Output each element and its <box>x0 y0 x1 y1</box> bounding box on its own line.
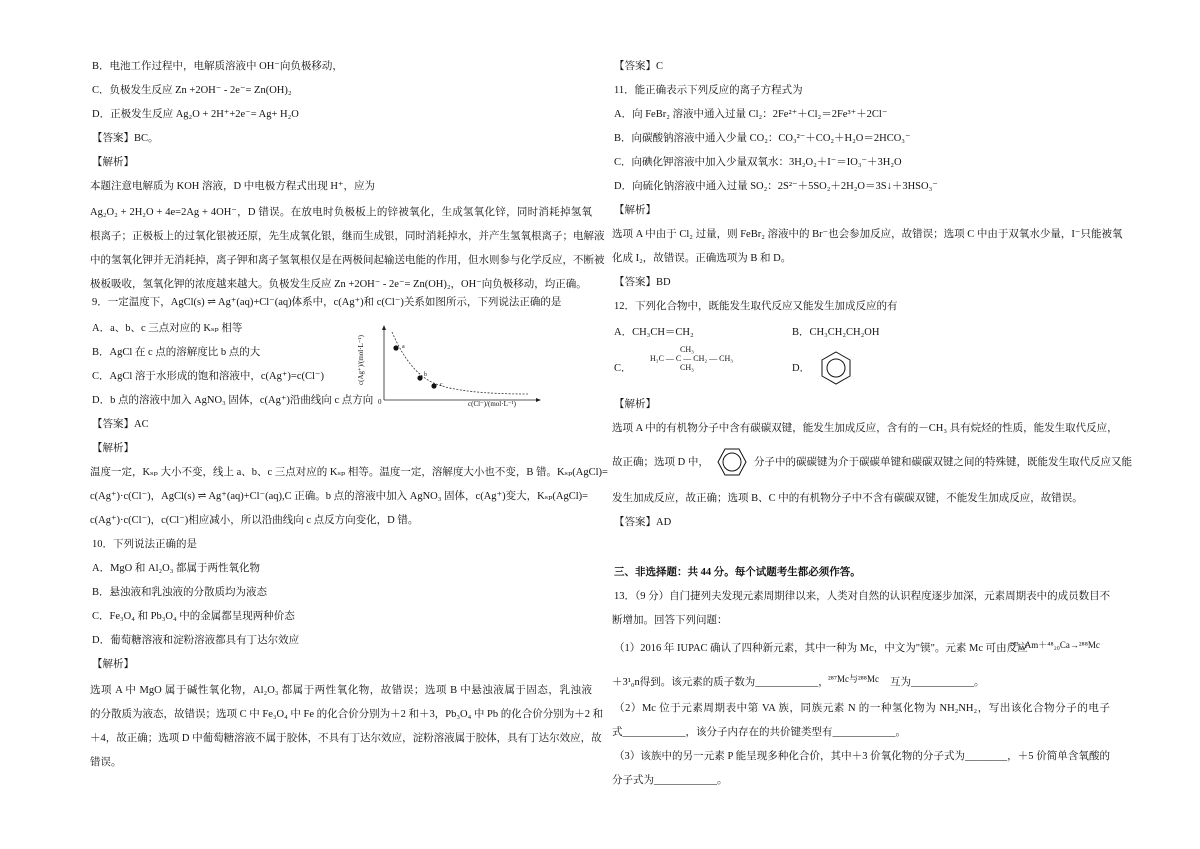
answer-label: 【答案】AC <box>92 419 149 430</box>
question-13: 13．（9 分）自门捷列夫发现元素周期律以来，人类对自然的认识程度逐步加深，元素周期表中的成员数目不 <box>614 591 1111 602</box>
text-line: 发生加成反应，故正确；选项 B、C 中的有机物分子中不含有碳碳双键，不能发生加成反应，故错误。 <box>612 493 1083 504</box>
text-line: 断增加。回答下列问题： <box>612 615 728 626</box>
text-line: （2）Mc 位于元素周期表中第 VA 族，同族元素 N 的一种氢化物为 NH₂NH₂，写出该化合物分子的电子 <box>614 703 1110 714</box>
analysis-label: 【解析】 <box>92 157 134 168</box>
point-b-label: b <box>424 372 427 378</box>
answer-label: 【答案】AD <box>614 517 672 528</box>
analysis-label: 【解析】 <box>614 399 656 410</box>
option-line: C．负极发生反应 Zn +2OH⁻ - 2e⁻= Zn(OH)₂ <box>92 85 292 96</box>
text-line: 的分散质为液态，故错误；选项 C 中 Fe₃O₄ 中 Fe 的化合价分别为＋2 和＋3，Pb₃O₄ 中 Pb 的化合价分别为＋2 和 <box>90 709 604 720</box>
point-a-label: a <box>402 344 405 350</box>
point-a <box>393 345 398 350</box>
option-line: A．向 FeBr₂ 溶液中通入过量 Cl₂：2Fe²⁺＋Cl₂＝2Fe³⁺＋2Cl⁻ <box>614 109 888 120</box>
answer-label: 【答案】BC。 <box>92 133 159 144</box>
text-line: 式____________，该分子内存在的共价键类型有____________。 <box>612 727 906 738</box>
nuclear-reaction: ²⁴³₉₅Am＋⁴⁸₂₀Ca→²⁸⁸Mc <box>1010 640 1100 650</box>
text-line: ＋4，故正确；选项 D 中葡萄糖溶液不属于胶体，不具有丁达尔效应，淀粉溶液属于胶体，具有丁达尔效应，故 <box>90 733 602 744</box>
text-line: 故正确；选项 D 中， <box>612 457 709 468</box>
question-10: 10．下列说法正确的是 <box>92 539 197 550</box>
analysis-label: 【解析】 <box>614 205 656 216</box>
option-line: B．电池工作过程中，电解质溶液中 OH⁻向负极移动， <box>92 61 343 72</box>
option-line: B．AgCl 在 c 点的溶解度比 b 点的大 <box>92 347 261 358</box>
option-line: D．b 点的溶液中加入 AgNO₃ 固体，c(Ag⁺)沿曲线向 c 点方向 <box>92 395 374 406</box>
text-line: ＋3¹₀n得到。该元素的质子数为____________， <box>612 677 829 688</box>
text-line: 互为____________。 <box>890 677 985 688</box>
benzene-ring-icon <box>714 444 750 483</box>
point-c-label: c <box>440 382 443 388</box>
text-line: （3）该族中的另一元素 P 能呈现多种化合价，其中＋3 价氧化物的分子式为________，＋5 价简单含氧酸的 <box>614 751 1110 762</box>
text-line: （1）2016 年 IUPAC 确认了四种新元素，其中一种为 Mc，中文为"镆"。元素 Mc 可由反应 <box>614 643 1028 654</box>
answer-label: 【答案】C <box>614 61 664 72</box>
text-line: 分子式为____________。 <box>612 775 728 786</box>
text-line: 选项 A 中的有机物分子中含有碳碳双键，能发生加成反应，含有的－CH₃ 具有烷烃的性质，能发生取代反应， <box>612 423 1118 434</box>
option-label-d: D． <box>792 363 811 374</box>
option-line: D．葡萄糖溶液和淀粉溶液都具有丁达尔效应 <box>92 635 300 646</box>
option-line: C．向碘化钾溶液中加入少量双氧水：3H₂O₂＋I⁻＝IO₃⁻＋3H₂O <box>614 157 902 168</box>
option-line: B．CH₃CH₂CH₂OH <box>792 327 880 338</box>
option-line: B．向碳酸钠溶液中通入少量 CO₂：CO₃²⁻＋CO₂＋H₂O＝2HCO₃⁻ <box>614 133 911 144</box>
option-line: C．Fe₃O₄ 和 Pb₃O₄ 中的金属都呈现两种价态 <box>92 611 295 622</box>
section-heading: 三、非选择题：共 44 分。每个试题考生都必须作答。 <box>614 567 861 578</box>
benzene-ring-icon <box>818 350 854 389</box>
analysis-label: 【解析】 <box>92 443 134 454</box>
origin-label: 0 <box>378 398 382 406</box>
y-axis-label: c(Ag⁺)/(mol·L⁻¹) <box>356 335 365 385</box>
text-line: 温度一定，Kₛₚ 大小不变，线上 a、b、c 三点对应的 Kₛₚ 相等。温度一定，溶解度大小也不变，B 错。Kₛₚ(AgCl)= <box>90 467 608 478</box>
option-line: D．向硫化钠溶液中通入过量 SO₂：2S²⁻＋5SO₂＋2H₂O＝3S↓＋3HSO₃⁻ <box>614 181 938 192</box>
option-line: A．MgO 和 Al₂O₃ 都属于两性氧化物 <box>92 563 261 574</box>
option-line: A．a、b、c 三点对应的 Kₛₚ 相等 <box>92 323 243 334</box>
text-line: 极板吸收，氢氧化钾的浓度越来越大。负极发生反应 Zn +2OH⁻ - 2e⁻= Zn(OH)₂，OH⁻向负极移动，均正确。 <box>90 279 587 290</box>
option-line: D．正极发生反应 Ag₂O + 2H⁺+2e⁻= Ag+ H₂O <box>92 109 299 120</box>
option-line: A．CH₃CH＝CH₂ <box>614 327 694 338</box>
text-line: 本题注意电解质为 KOH 溶液，D 中电极方程式出现 H⁺，应为 <box>90 181 375 192</box>
struct-mid: H₃C — C — CH₂ — CH₃ <box>650 354 734 363</box>
option-line: B．悬浊液和乳浊液的分散质均为液态 <box>92 587 268 598</box>
text-line: 错误。 <box>90 757 122 768</box>
question-12: 12．下列化合物中，既能发生取代反应又能发生加成反应的有 <box>614 301 898 312</box>
option-label-c: C． <box>614 363 632 374</box>
text-line: Ag₂O₂ + 2H₂O + 4e=2Ag + 4OH⁻，D 错误。在放电时负极板上的锌被氧化，生成氢氧化锌，同时消耗掉氢氧 <box>90 207 592 218</box>
isotopes: ²⁸⁷Mc与²⁸⁸Mc <box>828 674 879 684</box>
text-line: c(Ag⁺)·c(Cl⁻)，c(Cl⁻)相应减小，所以沿曲线向 c 点反方向变化，D 错。 <box>90 515 419 526</box>
analysis-label: 【解析】 <box>92 659 134 670</box>
text-line: 根离子；正极板上的过氧化银被还原，先生成氧化银，继而生成银，同时消耗掉水，并产生氢氧根离子；电解液 <box>90 231 605 242</box>
question-9: 9．一定温度下，AgCl(s) ⇌ Ag⁺(aq)+Cl⁻(aq)体系中，c(Ag⁺)和 c(Cl⁻)关系如图所示，下列说法正确的是 <box>92 297 562 308</box>
point-b <box>417 375 422 380</box>
struct-top: CH₃ <box>680 345 694 354</box>
text-line: 选项 A 中由于 Cl₂ 过量，则 FeBr₂ 溶液中的 Br⁻也会参加反应，故错误；选项 C 中由于双氧水少量，I⁻只能被氧 <box>612 229 1123 240</box>
isopentane-structure <box>650 345 733 372</box>
text-line: 选项 A 中 MgO 属于碱性氧化物，Al₂O₃ 都属于两性氧化物，故错误；选项 B 中悬浊液属于固态，乳浊液 <box>90 685 592 696</box>
text-line: 化成 I₂，故错误。正确选项为 B 和 D。 <box>612 253 792 264</box>
text-line: c(Ag⁺)·c(Cl⁻)，AgCl(s) ⇌ Ag⁺(aq)+Cl⁻(aq),C 正确。b 点的溶液中加入 AgNO₃ 固体，c(Ag⁺)变大，Kₛₚ(AgCl)= <box>90 491 589 502</box>
x-axis-label: c(Cl⁻)/(mol·L⁻¹) <box>468 400 516 408</box>
text-line: 分子中的碳碳键为介于碳碳单键和碳碳双键之间的特殊键，既能发生取代反应又能 <box>754 457 1132 468</box>
solubility-graph <box>358 322 548 412</box>
struct-bot: CH₃ <box>680 363 694 372</box>
point-c <box>431 383 436 388</box>
answer-label: 【答案】BD <box>614 277 671 288</box>
option-line: C．AgCl 溶于水形成的饱和溶液中，c(Ag⁺)=c(Cl⁻) <box>92 371 324 382</box>
question-11: 11．能正确表示下列反应的离子方程式为 <box>614 85 803 96</box>
text-line: 中的氢氧化钾并无消耗掉，离子钾和离子氢氧根仅是在两极间起输送电能的作用，但水则参与化学反应，不断被 <box>90 255 605 266</box>
